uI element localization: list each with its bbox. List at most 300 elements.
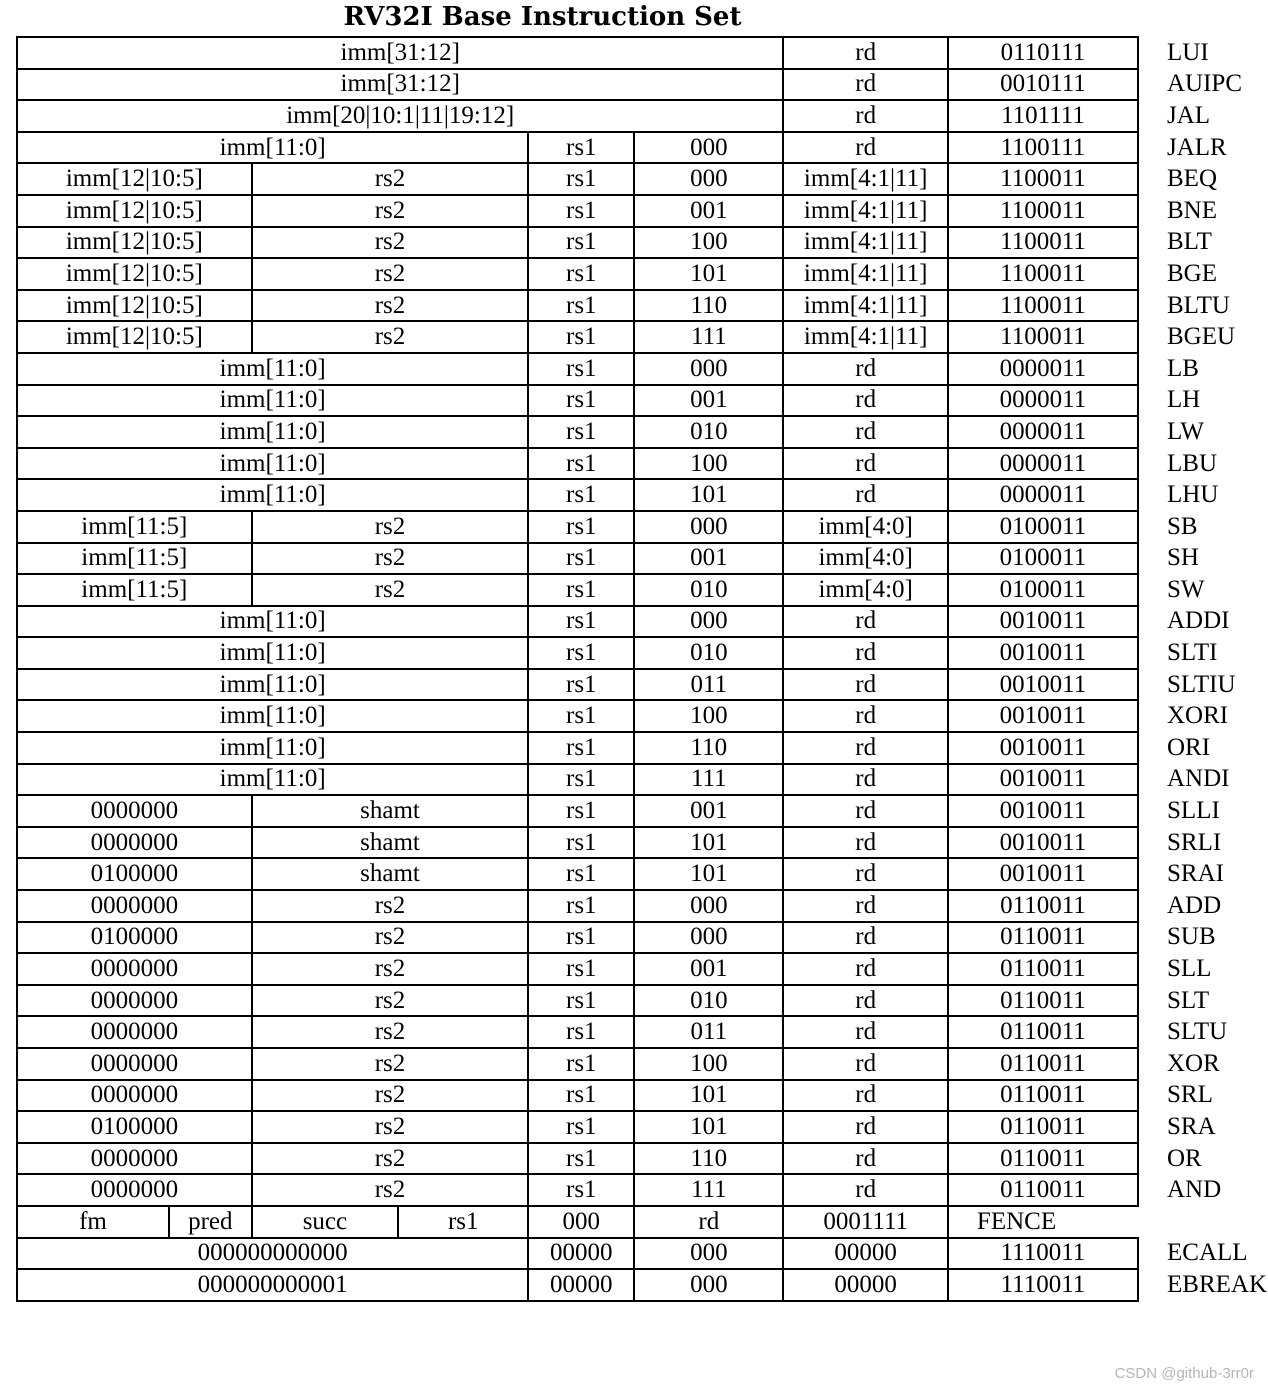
encoding-field: 000	[634, 132, 783, 164]
encoding-field: shamt	[252, 795, 529, 827]
encoding-field: rs1	[528, 985, 634, 1017]
instruction-row	[17, 1080, 1267, 1112]
encoding-field: rs1	[528, 321, 634, 353]
encoding-field: 0000011	[948, 353, 1138, 385]
encoding-field: rs1	[528, 1174, 634, 1206]
encoding-field: 00000	[783, 1238, 947, 1270]
encoding-field: 0110011	[948, 985, 1138, 1017]
encoding-field: 111	[634, 1174, 783, 1206]
encoding-field: 0010011	[948, 764, 1138, 796]
encoding-field: rs1	[528, 1016, 634, 1048]
instruction-row	[17, 953, 1267, 985]
encoding-field: rs2	[252, 543, 529, 575]
watermark: CSDN @github-3rr0r	[1114, 1365, 1254, 1382]
encoding-field: rs2	[252, 227, 529, 259]
encoding-field: 1101111	[948, 100, 1138, 132]
mnemonic: ADD	[1167, 891, 1222, 919]
instruction-row	[17, 353, 1267, 385]
encoding-field: rs1	[528, 258, 634, 290]
instruction-row	[17, 985, 1267, 1017]
encoding-field: imm[11:0]	[17, 353, 528, 385]
mnemonic: LB	[1167, 354, 1199, 382]
mnemonic: SLTI	[1167, 639, 1218, 667]
encoding-field: 000000000000	[17, 1238, 528, 1270]
encoding-field: 101	[634, 1111, 783, 1143]
encoding-field: 0010011	[948, 669, 1138, 701]
instruction-row	[17, 795, 1267, 827]
encoding-field: rs1	[528, 1080, 634, 1112]
encoding-field: rs2	[252, 1080, 529, 1112]
instruction-row	[17, 37, 1267, 69]
mnemonic: LH	[1167, 386, 1201, 414]
encoding-field: 0000000	[17, 1080, 252, 1112]
encoding-field: rd	[783, 416, 947, 448]
encoding-field: rs2	[252, 258, 529, 290]
encoding-field: pred	[169, 1206, 252, 1238]
encoding-field: 1100011	[948, 290, 1138, 322]
encoding-field: 110	[634, 732, 783, 764]
encoding-field: 000	[634, 511, 783, 543]
instruction-row	[17, 606, 1267, 638]
encoding-field: 010	[634, 574, 783, 606]
encoding-field: 0000000	[17, 953, 252, 985]
instruction-row	[17, 543, 1267, 575]
mnemonic: SH	[1167, 544, 1199, 572]
encoding-field: 0110011	[948, 1016, 1138, 1048]
encoding-field: shamt	[252, 858, 529, 890]
encoding-field: rs1	[528, 574, 634, 606]
encoding-field: rd	[783, 700, 947, 732]
encoding-field: 101	[634, 479, 783, 511]
encoding-field: imm[12|10:5]	[17, 258, 252, 290]
encoding-field: 00000	[528, 1238, 634, 1270]
encoding-field: 000	[634, 890, 783, 922]
encoding-field: 000	[634, 353, 783, 385]
encoding-field: imm[4:1|11]	[783, 321, 947, 353]
encoding-field: rs2	[252, 163, 529, 195]
instruction-row	[17, 69, 1267, 101]
mnemonic: SW	[1167, 575, 1205, 603]
encoding-field: 0000000	[17, 1174, 252, 1206]
encoding-field: 0110011	[948, 1048, 1138, 1080]
encoding-field: 0110011	[948, 1080, 1138, 1112]
encoding-field: 001	[634, 195, 783, 227]
encoding-field: rd	[783, 795, 947, 827]
encoding-field: rs1	[528, 353, 634, 385]
mnemonic: BLT	[1167, 228, 1212, 256]
mnemonic: SLL	[1167, 955, 1212, 983]
encoding-field: rd	[783, 1080, 947, 1112]
encoding-field: 0110011	[948, 953, 1138, 985]
mnemonic: BGE	[1167, 259, 1217, 287]
encoding-field: imm[11:0]	[17, 764, 528, 796]
encoding-field: imm[4:0]	[783, 511, 947, 543]
encoding-field: 0010011	[948, 827, 1138, 859]
encoding-field: 0010111	[948, 69, 1138, 101]
encoding-field: imm[11:5]	[17, 543, 252, 575]
encoding-field: rs1	[528, 1111, 634, 1143]
mnemonic: AND	[1167, 1176, 1222, 1204]
encoding-field: rs1	[528, 195, 634, 227]
mnemonic: LHU	[1167, 481, 1219, 509]
mnemonic: SRLI	[1167, 828, 1222, 856]
encoding-field: 0100011	[948, 574, 1138, 606]
encoding-field: imm[12|10:5]	[17, 163, 252, 195]
encoding-field: imm[11:0]	[17, 606, 528, 638]
instruction-rows	[17, 37, 1267, 1301]
encoding-field: imm[11:0]	[17, 416, 528, 448]
encoding-field: imm[11:0]	[17, 385, 528, 417]
encoding-field: imm[11:0]	[17, 732, 528, 764]
encoding-field: rs1	[528, 1143, 634, 1175]
encoding-field: rs1	[528, 795, 634, 827]
encoding-field: rs1	[528, 543, 634, 575]
encoding-field: imm[12|10:5]	[17, 290, 252, 322]
mnemonic: BLTU	[1167, 291, 1230, 319]
encoding-field: imm[4:1|11]	[783, 258, 947, 290]
encoding-field: imm[4:0]	[783, 574, 947, 606]
encoding-field: rs1	[528, 606, 634, 638]
encoding-field: rd	[783, 827, 947, 859]
encoding-field: 0000011	[948, 479, 1138, 511]
mnemonic: LW	[1167, 417, 1205, 445]
encoding-field: 0100000	[17, 922, 252, 954]
encoding-field: imm[4:0]	[783, 543, 947, 575]
mnemonic: SUB	[1167, 923, 1216, 951]
mnemonic: LBU	[1167, 449, 1217, 477]
encoding-field: rs1	[528, 827, 634, 859]
encoding-field: imm[4:1|11]	[783, 163, 947, 195]
encoding-field: 0010011	[948, 732, 1138, 764]
encoding-field: imm[31:12]	[17, 37, 783, 69]
encoding-field: rd	[783, 1174, 947, 1206]
instruction-row	[17, 827, 1267, 859]
encoding-field: 0010011	[948, 700, 1138, 732]
encoding-field: fm	[17, 1206, 169, 1238]
encoding-field: rd	[783, 890, 947, 922]
encoding-field: 0100011	[948, 511, 1138, 543]
instruction-row	[17, 700, 1267, 732]
encoding-field: rs2	[252, 321, 529, 353]
mnemonic: SRL	[1167, 1081, 1213, 1109]
encoding-field: 101	[634, 1080, 783, 1112]
encoding-field: 0000000	[17, 985, 252, 1017]
encoding-field: imm[11:0]	[17, 448, 528, 480]
encoding-field: rd	[783, 1048, 947, 1080]
encoding-field: 0010011	[948, 637, 1138, 669]
mnemonic: EBREAK	[1167, 1270, 1267, 1298]
instruction-row	[17, 1111, 1267, 1143]
encoding-field: 100	[634, 700, 783, 732]
encoding-field: imm[11:0]	[17, 637, 528, 669]
encoding-field: rs1	[398, 1206, 528, 1238]
encoding-field: 1100011	[948, 163, 1138, 195]
encoding-field: 0110011	[948, 1143, 1138, 1175]
mnemonic: AUIPC	[1167, 70, 1243, 98]
encoding-field: succ	[252, 1206, 399, 1238]
encoding-field: 0010011	[948, 858, 1138, 890]
encoding-field: 001	[634, 953, 783, 985]
instruction-row	[17, 416, 1267, 448]
instruction-row	[17, 385, 1267, 417]
encoding-field: 0100011	[948, 543, 1138, 575]
mnemonic: JAL	[1167, 101, 1211, 129]
instruction-row	[17, 1206, 1267, 1238]
encoding-field: 010	[634, 416, 783, 448]
instruction-row	[17, 258, 1267, 290]
encoding-field: rd	[783, 100, 947, 132]
encoding-field: shamt	[252, 827, 529, 859]
encoding-field: 0100000	[17, 1111, 252, 1143]
encoding-field: rs1	[528, 922, 634, 954]
encoding-field: rd	[783, 1111, 947, 1143]
encoding-field: 0100000	[17, 858, 252, 890]
mnemonic: ADDI	[1167, 607, 1230, 635]
encoding-field: 0110011	[948, 890, 1138, 922]
mnemonic: SRA	[1167, 1112, 1216, 1140]
encoding-field: rs2	[252, 1174, 529, 1206]
encoding-field: 110	[634, 1143, 783, 1175]
instruction-row	[17, 100, 1267, 132]
encoding-field: 1100011	[948, 195, 1138, 227]
instruction-row	[17, 858, 1267, 890]
encoding-field: 000	[634, 1269, 783, 1301]
instruction-row	[17, 1238, 1267, 1270]
encoding-field: rd	[783, 732, 947, 764]
encoding-field: rd	[783, 385, 947, 417]
encoding-field: 0000000	[17, 795, 252, 827]
encoding-field: rd	[783, 1143, 947, 1175]
mnemonic: XOR	[1167, 1049, 1220, 1077]
instruction-row	[17, 890, 1267, 922]
encoding-field: 0000011	[948, 385, 1138, 417]
mnemonic: SB	[1167, 512, 1198, 540]
mnemonic: BNE	[1167, 196, 1217, 224]
encoding-field: rs1	[528, 764, 634, 796]
instruction-row	[17, 163, 1267, 195]
encoding-field: 000	[634, 922, 783, 954]
mnemonic: XORI	[1167, 702, 1229, 730]
encoding-field: rs2	[252, 953, 529, 985]
instruction-row	[17, 669, 1267, 701]
encoding-field: 0110011	[948, 922, 1138, 954]
mnemonic: FENCE	[976, 1207, 1057, 1235]
instruction-row	[17, 290, 1267, 322]
encoding-field: rd	[783, 69, 947, 101]
encoding-field: imm[11:0]	[17, 132, 528, 164]
encoding-field: 010	[634, 985, 783, 1017]
mnemonic: ANDI	[1167, 765, 1230, 793]
encoding-field: rs2	[252, 922, 529, 954]
mnemonic: SLTU	[1167, 1018, 1228, 1046]
mnemonic: SLLI	[1167, 797, 1220, 825]
encoding-field: rs1	[528, 416, 634, 448]
mnemonic: OR	[1167, 1144, 1202, 1172]
encoding-field: 1100011	[948, 227, 1138, 259]
encoding-field: 100	[634, 448, 783, 480]
instruction-row	[17, 195, 1267, 227]
encoding-field: rd	[783, 953, 947, 985]
encoding-field: imm[4:1|11]	[783, 290, 947, 322]
encoding-field: rs1	[528, 385, 634, 417]
encoding-field: 0000000	[17, 827, 252, 859]
encoding-field: 100	[634, 227, 783, 259]
encoding-field: 0010011	[948, 606, 1138, 638]
encoding-field: imm[11:5]	[17, 574, 252, 606]
encoding-field: 010	[634, 637, 783, 669]
encoding-field: 001	[634, 385, 783, 417]
mnemonic: ECALL	[1167, 1239, 1248, 1267]
encoding-field: imm[11:0]	[17, 700, 528, 732]
mnemonic: LUI	[1167, 38, 1209, 66]
encoding-field: imm[20|10:1|11|19:12]	[17, 100, 783, 132]
encoding-field: rd	[783, 669, 947, 701]
encoding-field: 0000011	[948, 448, 1138, 480]
encoding-field: 0110011	[948, 1174, 1138, 1206]
instruction-table	[16, 36, 1268, 1302]
encoding-field: rs2	[252, 1111, 529, 1143]
encoding-field: rd	[783, 37, 947, 69]
encoding-field: rd	[783, 353, 947, 385]
encoding-field: rs2	[252, 290, 529, 322]
encoding-field: rd	[783, 606, 947, 638]
encoding-field: 0001111	[783, 1206, 947, 1238]
mnemonic: ORI	[1167, 733, 1211, 761]
encoding-field: rs2	[252, 574, 529, 606]
encoding-field: imm[4:1|11]	[783, 195, 947, 227]
instruction-row	[17, 227, 1267, 259]
instruction-row	[17, 1269, 1267, 1301]
encoding-field: rs1	[528, 732, 634, 764]
instruction-row	[17, 574, 1267, 606]
encoding-field: 0110011	[948, 1111, 1138, 1143]
instruction-row	[17, 132, 1267, 164]
mnemonic: BGEU	[1167, 323, 1236, 351]
encoding-field: rd	[783, 637, 947, 669]
encoding-field: 101	[634, 827, 783, 859]
encoding-field: 00000	[783, 1269, 947, 1301]
encoding-field: imm[11:0]	[17, 669, 528, 701]
encoding-field: rd	[783, 1016, 947, 1048]
encoding-field: rs1	[528, 290, 634, 322]
instruction-row	[17, 448, 1267, 480]
encoding-field: imm[31:12]	[17, 69, 783, 101]
encoding-field: rs1	[528, 163, 634, 195]
encoding-field: imm[11:0]	[17, 479, 528, 511]
encoding-field: imm[12|10:5]	[17, 321, 252, 353]
encoding-field: rd	[783, 922, 947, 954]
encoding-field: rs2	[252, 890, 529, 922]
instruction-row	[17, 321, 1267, 353]
encoding-field: rs2	[252, 511, 529, 543]
instruction-row	[17, 1048, 1267, 1080]
encoding-field: 00000	[528, 1269, 634, 1301]
encoding-field: 001	[634, 795, 783, 827]
encoding-field: 0110111	[948, 37, 1138, 69]
instruction-row	[17, 479, 1267, 511]
mnemonic: SLT	[1167, 986, 1210, 1014]
encoding-field: rs2	[252, 985, 529, 1017]
encoding-field: rs1	[528, 511, 634, 543]
encoding-field: 101	[634, 258, 783, 290]
encoding-field: 000	[528, 1206, 634, 1238]
encoding-field: 1100011	[948, 321, 1138, 353]
encoding-field: rs1	[528, 700, 634, 732]
encoding-field: 0000000	[17, 1016, 252, 1048]
encoding-field: rs1	[528, 637, 634, 669]
encoding-field: 000000000001	[17, 1269, 528, 1301]
mnemonic: SRAI	[1167, 860, 1224, 888]
instruction-row	[17, 1174, 1267, 1206]
encoding-field: rd	[634, 1206, 783, 1238]
encoding-field: 011	[634, 669, 783, 701]
encoding-field: 0000000	[17, 1143, 252, 1175]
encoding-field: 1100011	[948, 258, 1138, 290]
encoding-field: rs1	[528, 132, 634, 164]
encoding-field: 0000000	[17, 1048, 252, 1080]
encoding-field: 111	[634, 764, 783, 796]
encoding-field: rs1	[528, 669, 634, 701]
encoding-field: 101	[634, 858, 783, 890]
encoding-field: 000	[634, 163, 783, 195]
encoding-field: 0000011	[948, 416, 1138, 448]
encoding-field: 111	[634, 321, 783, 353]
instruction-row	[17, 637, 1267, 669]
encoding-field: rs1	[528, 890, 634, 922]
encoding-field: imm[4:1|11]	[783, 227, 947, 259]
encoding-field: 0010011	[948, 795, 1138, 827]
instruction-row	[17, 922, 1267, 954]
encoding-field: 100	[634, 1048, 783, 1080]
encoding-field: imm[12|10:5]	[17, 227, 252, 259]
instruction-row	[17, 511, 1267, 543]
mnemonic: JALR	[1167, 133, 1227, 161]
instruction-row	[17, 764, 1267, 796]
encoding-field: rs1	[528, 953, 634, 985]
encoding-field: rs1	[528, 858, 634, 890]
encoding-field: rs2	[252, 1048, 529, 1080]
encoding-field: rs1	[528, 479, 634, 511]
mnemonic: SLTIU	[1167, 670, 1236, 698]
encoding-field: 011	[634, 1016, 783, 1048]
encoding-field: rd	[783, 985, 947, 1017]
encoding-field: rd	[783, 132, 947, 164]
encoding-field: 1100111	[948, 132, 1138, 164]
encoding-field: 0000000	[17, 890, 252, 922]
instruction-row	[17, 1143, 1267, 1175]
encoding-field: 110	[634, 290, 783, 322]
encoding-field: 001	[634, 543, 783, 575]
encoding-field: rs1	[528, 1048, 634, 1080]
instruction-row	[17, 732, 1267, 764]
encoding-field: rs2	[252, 1143, 529, 1175]
encoding-field: rd	[783, 764, 947, 796]
encoding-field: 000	[634, 1238, 783, 1270]
encoding-field: imm[11:5]	[17, 511, 252, 543]
encoding-field: rs2	[252, 1016, 529, 1048]
encoding-field: rs2	[252, 195, 529, 227]
encoding-field: 1110011	[948, 1238, 1138, 1270]
table-title: RV32I Base Instruction Set	[343, 2, 742, 32]
encoding-field: rd	[783, 858, 947, 890]
encoding-field: rs1	[528, 448, 634, 480]
encoding-field: 000	[634, 606, 783, 638]
encoding-field: rs1	[528, 227, 634, 259]
encoding-field: imm[12|10:5]	[17, 195, 252, 227]
encoding-field: rd	[783, 448, 947, 480]
encoding-field: 1110011	[948, 1269, 1138, 1301]
encoding-field: rd	[783, 479, 947, 511]
